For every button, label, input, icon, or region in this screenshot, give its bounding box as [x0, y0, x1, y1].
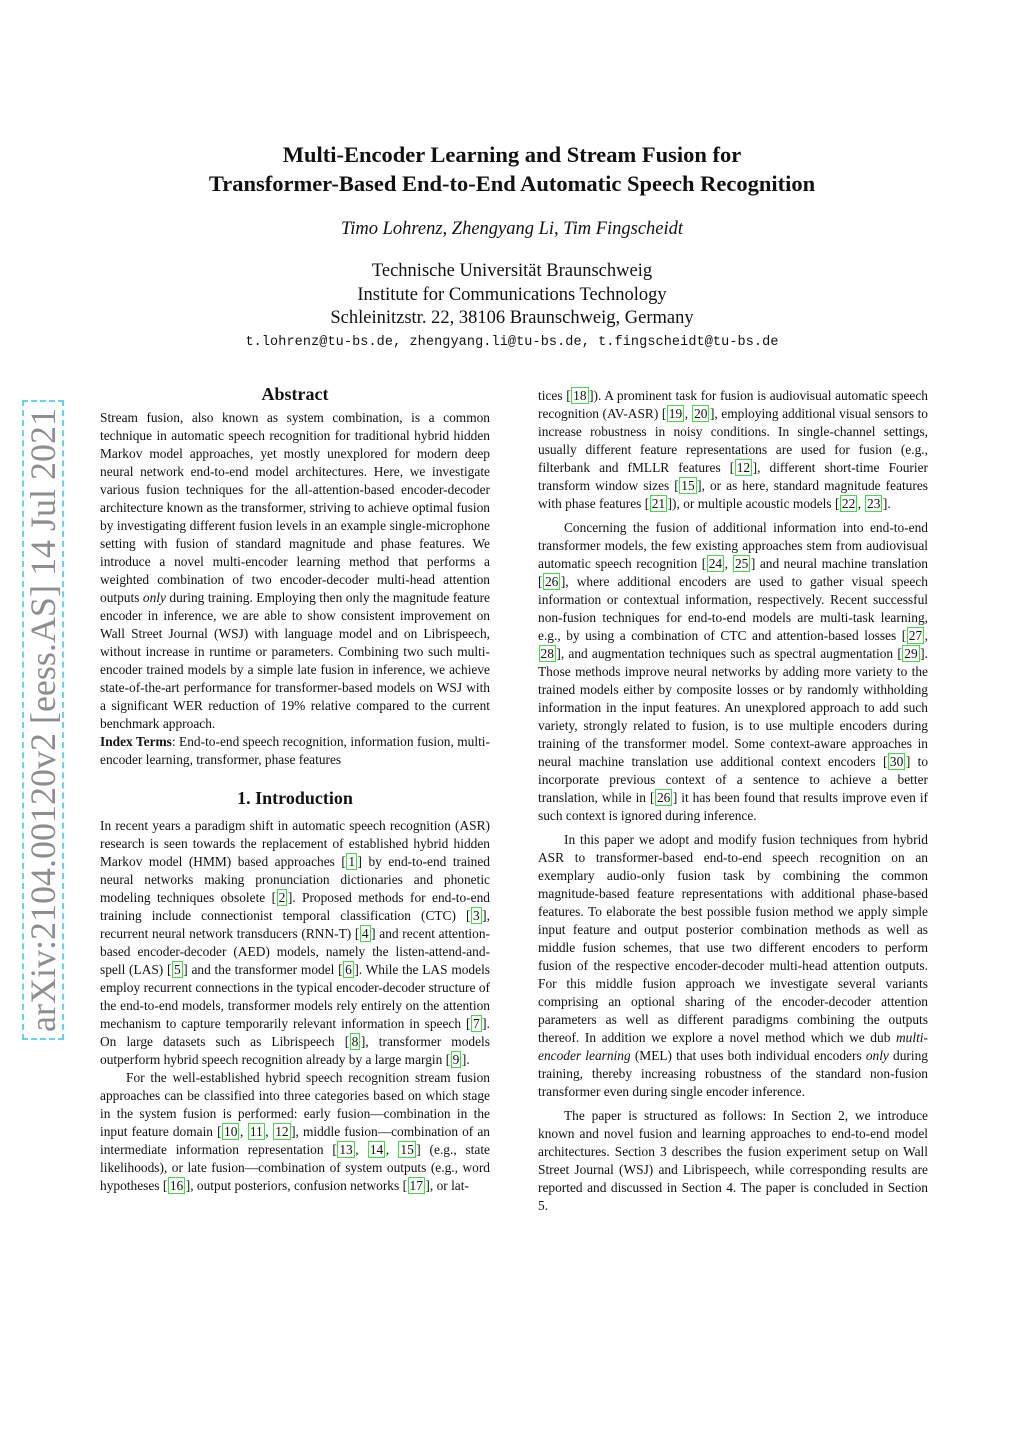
citation-link[interactable]: 3	[472, 908, 480, 923]
citation-link[interactable]: 27	[908, 628, 923, 643]
intro-paragraph-2: For the well-established hybrid speech recognition stream fusion approaches can be classified into three categories based on which stage in the system fusion is performed: early fusion—combination in the input feature domain [ 10 , 11 , 12 ], middle fusion—combination of an intermediate information representation [ 13 , 14 , 15 ] (e.g., state likelihoods), or late fusion—combination of system outputs (e.g., word hypotheses [ 16 ], output posteriors, confusion networks [ 17 ], or lat-	[100, 1070, 491, 1193]
citation-link[interactable]: 20	[694, 406, 708, 421]
citation-link[interactable]: 16	[169, 1178, 184, 1193]
citation-link[interactable]: 14	[369, 1142, 384, 1157]
affiliation-line-1: Technische Universität Braunschweig	[371, 261, 653, 281]
citation-link[interactable]: 15	[681, 478, 695, 493]
citation-link[interactable]: 8	[351, 1034, 359, 1049]
right-paragraph-1: tices [ 18 ]). A prominent task for fusion is audiovisual automatic speech recognition (AV-ASR) [ 19 , 20 ], employing additional visual sensors to increase robustness in noisy conditions. In single-channel settings, usually different feature representations are used for fusion (e.g., filterbank and fMLLR features [ 12 ], different short-time Fourier transform window sizes [ 15 ], or as here, standard magnitude features with phase features [ 21 ]), or multiple acoustic models [ 22 , 23 ].	[538, 388, 928, 511]
citation-link[interactable]: 22	[841, 496, 856, 511]
citation-link[interactable]: 21	[651, 496, 666, 511]
citation-link[interactable]: 29	[904, 646, 918, 661]
citation-link[interactable]: 23	[867, 496, 881, 511]
paper-title	[0, 140, 1024, 198]
introduction-heading: 1. Introduction	[237, 788, 353, 808]
arxiv-stamp[interactable]: arXiv:2104.00120v2 [eess.AS] 14 Jul 2021	[22, 400, 64, 1040]
citation-link[interactable]: 17	[409, 1178, 423, 1193]
citation-link[interactable]: 11	[249, 1124, 263, 1139]
authors: Timo Lohrenz, Zhengyang Li, Tim Fingscheidt	[340, 219, 684, 239]
right-paragraph-4: The paper is structured as follows: In Section 2, we introduce known and novel fusion and learning approaches to end-to-end model architectures. Section 3 describes the fusion experiment setup on Wall Street Journal (WSJ) and Librispeech, while corresponding results are reported and discussed in Section 4. The paper is concluded in Section 5.	[538, 1108, 928, 1213]
title-line-1: Multi-Encoder Learning and Stream Fusion for	[282, 142, 742, 167]
citation-link[interactable]: 12	[736, 460, 751, 475]
right-column	[538, 387, 928, 1215]
citation-link[interactable]: 26	[656, 790, 671, 805]
citation-link[interactable]: 28	[540, 646, 554, 661]
citation-link[interactable]: 1	[348, 854, 356, 869]
title-line-2: Transformer-Based End-to-End Automatic Speech Recognition	[208, 171, 816, 196]
citation-link[interactable]: 6	[345, 962, 352, 977]
affiliation	[0, 260, 1024, 331]
citation-link[interactable]: 26	[544, 574, 559, 589]
citation-link[interactable]: 15	[400, 1142, 414, 1157]
citation-link[interactable]: 10	[224, 1124, 238, 1139]
citation-link[interactable]: 24	[708, 556, 723, 571]
citation-link[interactable]: 12	[275, 1124, 289, 1139]
author-emails[interactable]: t.lohrenz@tu-bs.de, zhengyang.li@tu-bs.de, t.fingscheidt@tu-bs.de	[245, 335, 779, 350]
citation-link[interactable]: 25	[734, 556, 749, 571]
citation-link[interactable]: 2	[278, 890, 286, 905]
index-terms: Index Terms: End-to-end speech recognition, information fusion, multi-encoder learning, transformer, phase features	[100, 734, 490, 767]
abstract-text: Stream fusion, also known as system combination, is a common technique in automatic speech recognition for traditional hybrid hidden Markov model approaches, yet mostly unexplored for modern deep neural network end-to-end model architectures. Here, we investigate various fusion techniques for the all-attention-based encoder-decoder architecture known as the transformer, striving to achieve optimal fusion by investigating different fusion levels in an example single-microphone setting with fusion of standard magnitude and phase features. We introduce a novel multi-encoder learning method that performs a weighted combination of two encoder-decoder multi-head attention outputs only during training. Employing then only the magnitude feature encoder in inference, we are able to show consistent improvement on Wall Street Journal (WSJ) with language model and on Librispeech, without increase in runtime or parameters. Combining two such multi-encoder trained models by a simple late fusion in inference, we achieve state-of-the-art performance for transformer-based models on WSJ with a significant WER reduction of 19% relative compared to the current benchmark approach.	[100, 410, 490, 731]
citation-link[interactable]: 30	[889, 754, 904, 769]
left-column	[100, 383, 490, 1195]
citation-link[interactable]: 4	[361, 926, 369, 941]
citation-link[interactable]: 18	[573, 388, 587, 403]
affiliation-line-3: Schleinitzstr. 22, 38106 Braunschweig, Germany	[330, 308, 694, 328]
citation-link[interactable]: 5	[174, 962, 181, 977]
abstract-heading: Abstract	[261, 384, 329, 404]
right-paragraph-2: Concerning the fusion of additional information into end-to-end transformer models, the few existing approaches stem from audiovisual automatic speech recognition [ 24 , 25 ] and neural machine translation [ 26 ], where additional encoders are used to gather visual speech information or contextual information, respectively. Recent successful non-fusion techniques for end-to-end models are multi-task learning, e.g., by using a combination of CTC and attention-based losses [ 27 , 28 ], and augmentation techniques such as spectral augmentation [ 29 ]. Those methods improve neural networks by adding more variety to the trained models either by composite losses or by randomly withholding information in the input features. An unexplored approach to add such variety, strongly related to fusion, is to use multiple encoders during training of the transformer model. Some context-aware approaches in neural machine translation use additional context encoders [ 30 ] to incorporate previous context of a sentence to achieve a better translation, while in [ 26 ] it has been found that results improve even if such context is ignored during inference.	[538, 520, 929, 823]
intro-paragraph-1: In recent years a paradigm shift in automatic speech recognition (ASR) research is seen towards the replacement of established hybrid hidden Markov model (HMM) based approaches [ 1 ] by end-to-end trained neural networks making pronunciation dictionaries and phonetic modeling techniques obsolete [ 2 ]. Proposed methods for end-to-end training include connectionist temporal classification (CTC) [ 3 ], recurrent neural network transducers (RNN-T) [ 4 ] and recent attention-based encoder-decoder (AED) models, namely the listen-attend-and-spell (LAS) [ 5 ] and the transformer model [ 6 ]. While the LAS models employ recurrent connections in the typical encoder-decoder structure of the end-to-end models, transformer models rely entirely on the attention mechanism to capture temporarily relevant information in speech [ 7 ]. On large datasets such as Librispeech [ 8 ], transformer models outperform hybrid speech recognition already by a large margin [ 9 ].	[100, 818, 491, 1067]
affiliation-line-2: Institute for Communications Technology	[357, 284, 667, 305]
right-paragraph-3: In this paper we adopt and modify fusion techniques from hybrid ASR to transformer-based end-to-end speech recognition on an exemplary audio-only fusion task by combining the common magnitude-based feature representations with additional phase-based features. To elaborate the best possible fusion method we apply simple input feature and output posterior combination methods as well as middle fusion schemes, that use two different encoders to perform fusion of the respective encoder-decoder multi-head attention outputs. For this middle fusion approach we investigate several variants comprising an optional sharing of the encoder-decoder attention parameters as well as different paradigms combining the outputs thereof. In addition we explore a novel method which we dub multi-encoder learning (MEL) that uses both individual encoders only during training, thereby increasing robustness of the standard non-fusion transformer even during single encoder inference.	[538, 832, 928, 1099]
citation-link[interactable]: 7	[472, 1016, 480, 1031]
citation-link[interactable]: 9	[452, 1052, 460, 1067]
citation-link[interactable]: 13	[339, 1142, 353, 1157]
citation-link[interactable]: 19	[668, 406, 683, 421]
